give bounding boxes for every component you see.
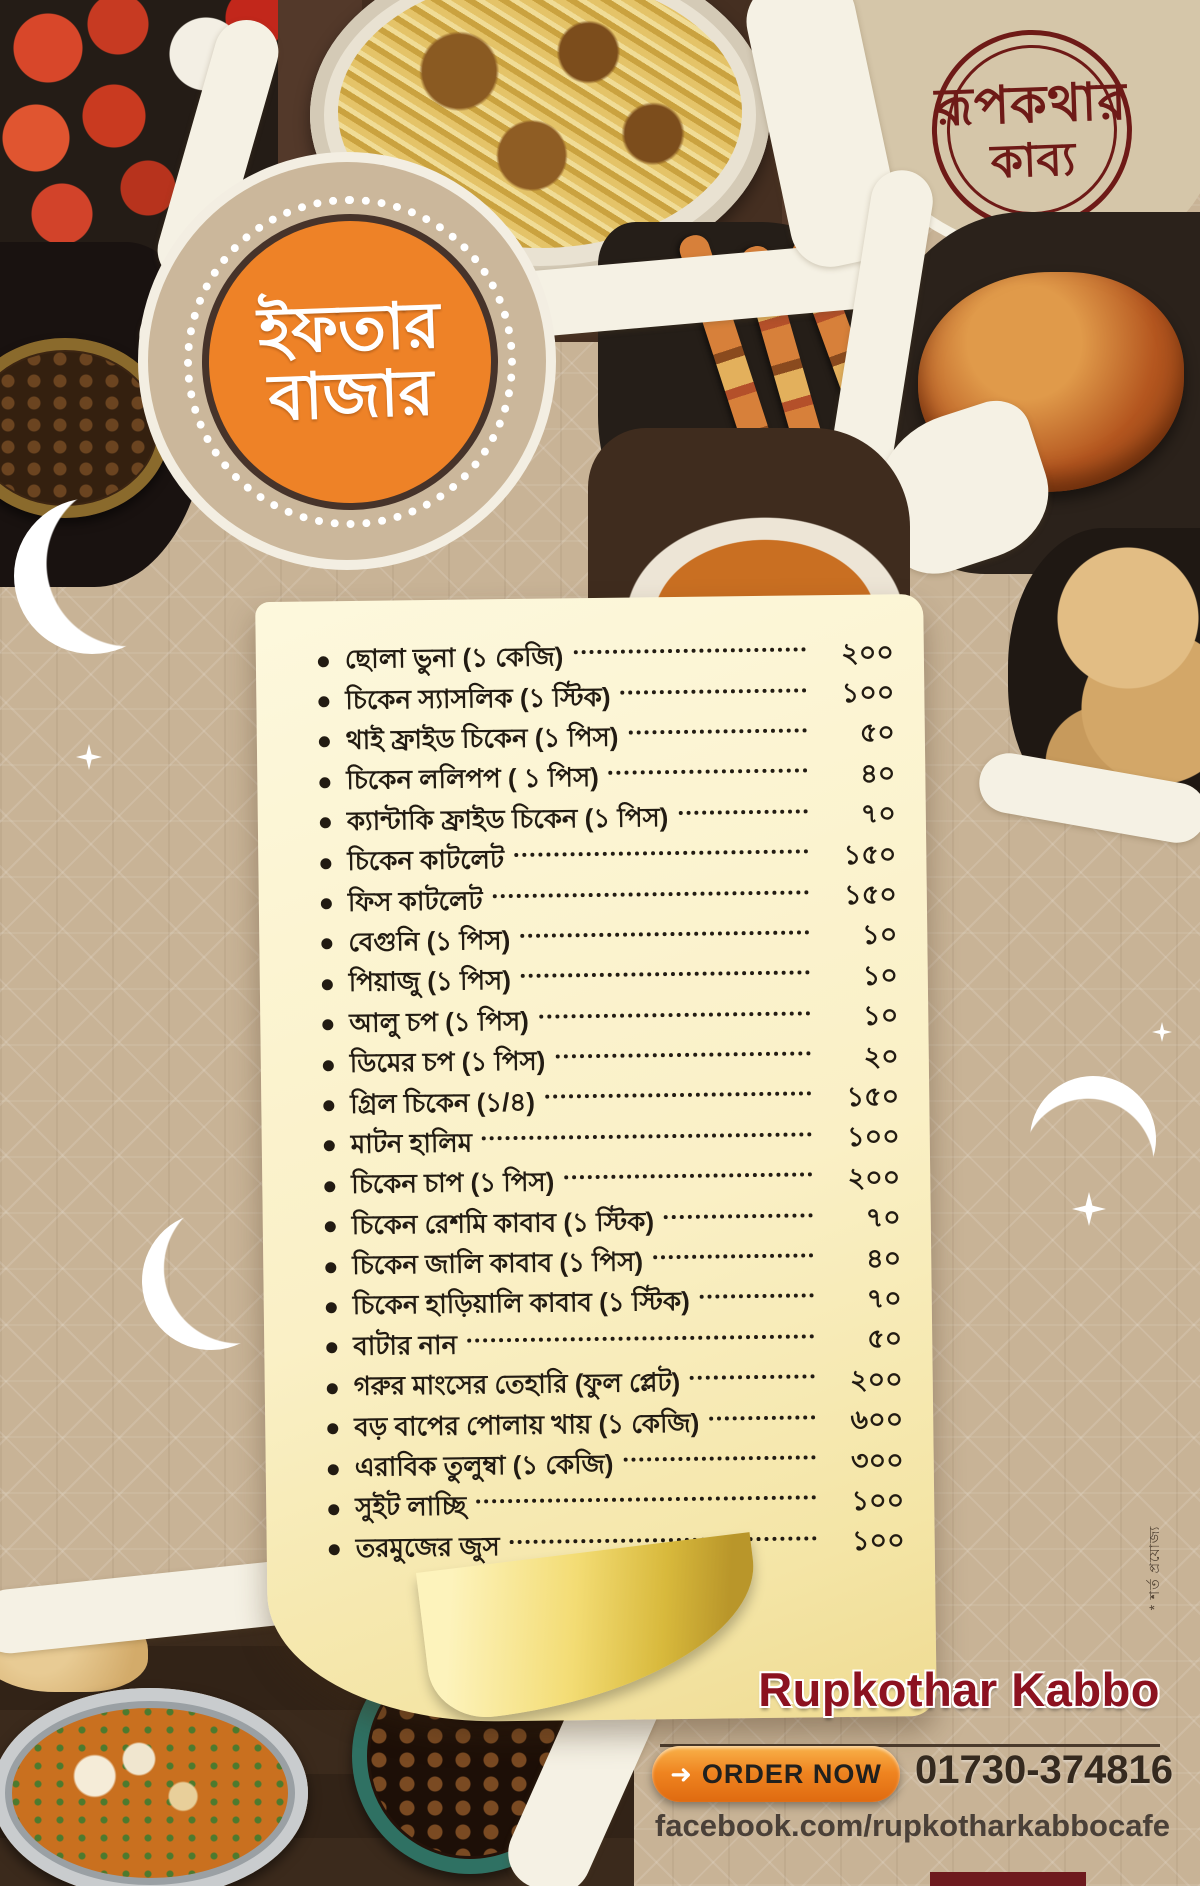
- bullet-icon: [328, 1464, 339, 1475]
- bullet-icon: [320, 817, 331, 828]
- menu-item-name: ক্যান্টাকি ফ্রাইড চিকেন (১ পিস): [346, 801, 669, 836]
- dotted-leader: [482, 1132, 812, 1140]
- brand-name: Rupkothar Kabbo: [758, 1663, 1160, 1716]
- menu-item-name: তরমুজের জুস: [355, 1531, 500, 1563]
- menu-item-price: ১০০: [846, 1121, 900, 1153]
- menu-item-price: ১৫০: [844, 879, 897, 910]
- chickpeas: [0, 352, 156, 504]
- dotted-leader: [545, 1092, 811, 1099]
- bullet-icon: [321, 939, 332, 950]
- menu-item-name: পিয়াজু (১ পিস): [348, 965, 512, 998]
- menu-item-price: ৫০: [859, 717, 895, 749]
- menu-list: [318, 634, 905, 1570]
- menu-item-name: গ্রিল চিকেন (১/৪): [350, 1086, 536, 1119]
- badge-title-line2: বাজার: [267, 356, 435, 434]
- menu-item-name: চিকেন ললিপপ ( ১ পিস): [346, 762, 599, 796]
- menu-item-price: ৩০০: [850, 1444, 904, 1476]
- menu-item-price: ২০: [863, 1040, 899, 1072]
- menu-item-price: ৪০: [860, 758, 896, 789]
- menu-item-name: ডিমের চপ (১ পিস): [349, 1045, 546, 1079]
- menu-item-row: [323, 1038, 899, 1085]
- haleem-garnish: [12, 1708, 288, 1878]
- menu-item-name: থাই ফ্রাইড চিকেন (১ পিস): [345, 721, 619, 756]
- bullet-icon: [322, 1019, 333, 1030]
- menu-item-name: চিকেন চাপ (১ পিস): [351, 1166, 555, 1200]
- menu-item-name: চিকেন জালি কাবাব (১ পিস): [352, 1246, 644, 1281]
- bullet-icon: [324, 1181, 335, 1192]
- arrow-right-icon: ➜: [670, 1759, 692, 1789]
- menu-item-row: [325, 1200, 901, 1247]
- bullet-icon: [326, 1343, 337, 1354]
- haleem-bowl: [0, 1688, 308, 1886]
- dotted-leader: [653, 1253, 813, 1259]
- dotted-leader: [664, 1213, 813, 1219]
- dotted-leader: [555, 1051, 810, 1058]
- menu-item-name: চিকেন হাড়িয়ালি কাবাব (১ স্টিক): [352, 1286, 690, 1321]
- dotted-leader: [476, 1496, 816, 1504]
- dotted-leader: [609, 769, 808, 775]
- dotted-leader: [564, 1173, 812, 1180]
- dotted-leader: [521, 971, 810, 979]
- menu-item-row: [321, 917, 897, 964]
- maroon-strip: [930, 1872, 1086, 1886]
- menu-item-name: চিকেন স্যাসলিক (১ স্টিক): [345, 681, 611, 715]
- bullet-icon: [328, 1504, 339, 1515]
- menu-item-row: [326, 1281, 902, 1328]
- bullet-icon: [322, 979, 333, 990]
- menu-item-price: ১০০: [851, 1485, 905, 1516]
- menu-item-price: ১০০: [851, 1525, 905, 1557]
- menu-item-price: ৪০: [865, 1242, 902, 1274]
- dotted-leader: [690, 1375, 815, 1381]
- menu-item-row: [318, 634, 894, 681]
- menu-item-name: গরুর মাংসের তেহারি (ফুল প্লেট): [353, 1367, 681, 1402]
- menu-item-price: ৭০: [866, 1283, 902, 1314]
- bullet-icon: [325, 1221, 336, 1232]
- menu-item-price: ১০: [862, 960, 898, 991]
- menu-item-price: ১৫০: [846, 1081, 900, 1112]
- order-now-button[interactable]: [652, 1746, 900, 1802]
- menu-item-price: ২০০: [840, 637, 895, 668]
- facebook-link[interactable]: facebook.com/rupkotharkabbocafe: [654, 1808, 1170, 1843]
- bullet-icon: [326, 1302, 337, 1313]
- dotted-leader: [467, 1334, 814, 1342]
- menu-item-price: ২০০: [849, 1364, 903, 1395]
- order-now-label: ORDER NOW: [701, 1758, 882, 1789]
- dotted-leader: [700, 1294, 814, 1299]
- menu-item-row: [327, 1361, 903, 1408]
- menu-item-row: [328, 1442, 904, 1489]
- menu-item-name: এরাবিক তুলুম্বা (১ কেজি): [354, 1448, 614, 1482]
- logo-text-line1: রূপকথার: [934, 72, 1128, 138]
- star-icon: [76, 744, 102, 770]
- menu-item-row: [319, 715, 895, 762]
- dotted-leader: [514, 850, 808, 858]
- menu-item-price: ৭০: [860, 798, 896, 830]
- menu-item-name: বেগুনি (১ পিস): [348, 924, 511, 957]
- terms-note: * শর্ত প্রযোজ্য: [1146, 1525, 1162, 1611]
- menu-item-row: [324, 1159, 900, 1206]
- dotted-leader: [573, 648, 806, 655]
- menu-item-row: [322, 998, 898, 1045]
- bullet-icon: [320, 858, 331, 869]
- menu-item-name: বাটার নান: [353, 1329, 458, 1361]
- dotted-leader: [709, 1415, 815, 1420]
- phone-number: 01730-374816: [915, 1748, 1174, 1792]
- menu-item-row: [320, 836, 896, 883]
- dotted-leader: [539, 1011, 811, 1018]
- dotted-leader: [623, 1455, 815, 1461]
- bullet-icon: [321, 898, 332, 909]
- menu-item-price: ৭০: [865, 1202, 901, 1233]
- logo-text-line2: কাব্য: [989, 132, 1077, 188]
- menu-item-name: বড় বাপের পোলায় খায় (১ কেজি): [354, 1407, 700, 1442]
- menu-item-name: চিকেন কাটলেট: [347, 844, 505, 877]
- bullet-icon: [323, 1100, 334, 1111]
- menu-item-row: [323, 1079, 899, 1126]
- rupkothar-kabbo-logo: [892, 23, 1171, 238]
- bullet-icon: [324, 1141, 335, 1152]
- menu-item-row: [319, 755, 895, 802]
- menu-item-name: চিকেন রেশমি কাবাব (১ স্টিক): [351, 1205, 655, 1240]
- menu-item-name: ছোলা ভুনা (১ কেজি): [344, 641, 564, 675]
- menu-item-price: ১০: [862, 919, 898, 951]
- menu-item-name: ফিস কাটলেট: [347, 884, 483, 917]
- crescent-moon-icon: [14, 498, 170, 654]
- bullet-icon: [325, 1262, 336, 1273]
- bullet-icon: [327, 1383, 338, 1394]
- badge-circle: [197, 209, 503, 515]
- menu-item-name: মাটন হালিম: [350, 1127, 473, 1159]
- menu-item-row: [326, 1321, 902, 1368]
- menu-item-price: ২০০: [847, 1162, 901, 1193]
- dotted-leader: [678, 809, 808, 815]
- bullet-icon: [323, 1060, 334, 1071]
- menu-item-row: [328, 1482, 904, 1529]
- dotted-leader: [492, 890, 808, 898]
- menu-item-row: [321, 877, 897, 924]
- bullet-icon: [319, 777, 330, 788]
- menu-item-price: ১০০: [841, 677, 895, 709]
- menu-item-name: আলু চপ (১ পিস): [349, 1005, 530, 1038]
- iftar-bazar-badge: [184, 196, 516, 528]
- crescent-moon-icon: [1008, 1054, 1178, 1224]
- bullet-icon: [319, 737, 330, 748]
- menu-item-price: ১৫০: [843, 838, 897, 870]
- dotted-leader: [628, 728, 806, 734]
- bullet-icon: [329, 1544, 340, 1555]
- dotted-leader: [520, 930, 809, 938]
- menu-item-row: [327, 1402, 903, 1449]
- menu-item-row: [325, 1240, 901, 1287]
- bullet-icon: [327, 1423, 338, 1434]
- menu-item-row: [318, 675, 894, 722]
- menu-item-row: [324, 1119, 900, 1166]
- badge-title-line1: ইফতার: [256, 289, 441, 368]
- menu-item-price: ৬০০: [850, 1404, 904, 1436]
- menu-item-row: [320, 796, 896, 843]
- bullet-icon: [318, 696, 329, 707]
- dotted-leader: [620, 688, 806, 694]
- star-icon: [1152, 1022, 1172, 1042]
- menu-item-row: [322, 957, 898, 1004]
- menu-item-price: ১০: [863, 1000, 899, 1031]
- menu-item-name: সুইট লাচ্ছি: [355, 1491, 467, 1523]
- brass-bowl: [0, 338, 170, 518]
- menu-item-price: ৫০: [866, 1323, 903, 1355]
- bullet-icon: [318, 656, 329, 667]
